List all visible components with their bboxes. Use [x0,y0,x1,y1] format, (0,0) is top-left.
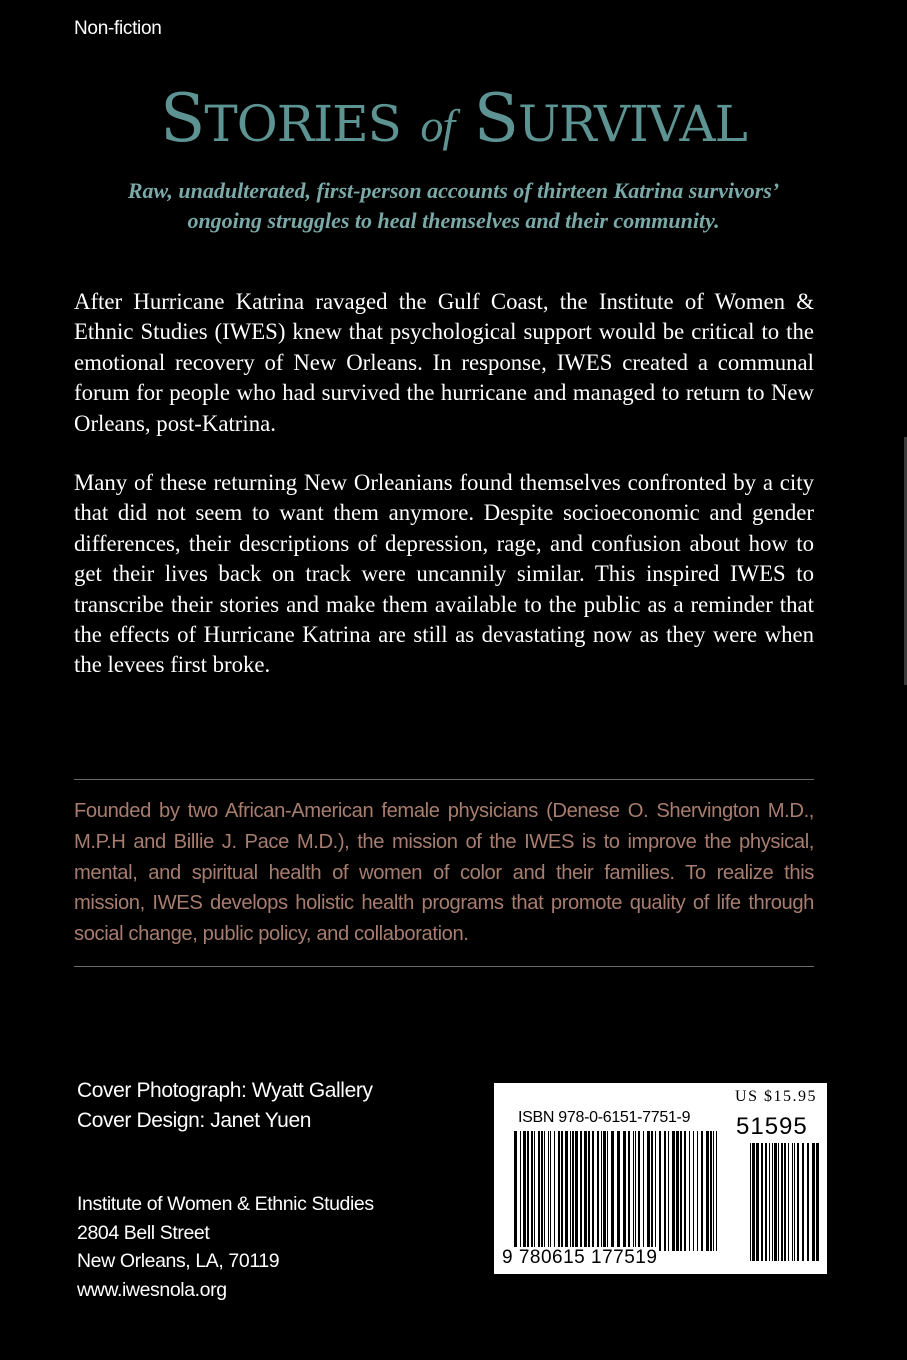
book-title [0,80,907,157]
genre-label: Non-fiction [74,18,162,39]
isbn-barcode-icon [514,1131,720,1251]
price-addon-barcode-icon [750,1143,820,1261]
photo-credit: Cover Photograph: Wyatt Gallery [77,1079,373,1102]
cover-credits [77,1076,373,1136]
subtitle-line-2: ongoing struggles to heal themselves and their community. [187,208,720,233]
mission-statement: Founded by two African-American female physicians (Denese O. Shervington M.D., M.P.H and Billie J. Pace M.D.), the mission of the IWES is to improve the physical, mental, and spiritual health of women of color and their families. To realize this mission, IWES develops holistic health programs that promote quality of life through social change, public policy, and collaboration. [74,800,814,946]
body-paragraph-1: After Hurricane Katrina ravaged the Gulf Coast, the Institute of Women & Ethnic Studies (IWES) knew that psychological support would be critical to the emotional recovery of New Orleans. In response, IWES created a communal forum for people who had survived the hurricane and managed to return to New Orleans, post-Katrina. [74,289,814,436]
subtitle-line-1: Raw, unadulterated, first-person accounts of thirteen Katrina survivors’ [127,178,780,203]
isbn-digits [500,1247,659,1269]
title-initial-1: S [160,80,205,157]
title-word-2: URVIVAL [517,95,747,153]
isbn-digits-text: 9 780615 177519 [502,1247,658,1268]
price-label: US $15.95 [735,1088,817,1105]
publisher-street: 2804 Bell Street [77,1221,210,1244]
body-paragraph-2: Many of these returning New Orleanians found themselves confronted by a city that did not seem to want them anymore. Despite socioeconomic and gender differences, their descriptions of depression, rage, and confusion about how to get their lives back on track were uncannily similar. This inspired IWES to transcribe their stories and make them available to the public as a reminder that the effects of Hurricane Katrina are still as devastating now as they were when the levees first broke. [74,470,814,678]
publisher-address [77,1190,374,1304]
design-credit: Cover Design: Janet Yuen [77,1109,312,1132]
publisher-city: New Orleans, LA, 70119 [77,1250,280,1272]
divider-bottom [74,966,814,967]
title-word-1: TORIES [204,95,401,153]
title-connector: of [420,100,455,151]
price-addon-digits: 51595 [736,1113,808,1140]
divider-top [74,779,814,780]
subtitle [60,176,847,236]
isbn-label: ISBN 978-0-6151-7751-9 [518,1109,691,1126]
publisher-name: Institute of Women & Ethnic Studies [77,1193,374,1215]
barcode-block [494,1083,827,1274]
publisher-website: www.iwesnola.org [77,1278,227,1301]
title-initial-2: S [473,80,518,157]
